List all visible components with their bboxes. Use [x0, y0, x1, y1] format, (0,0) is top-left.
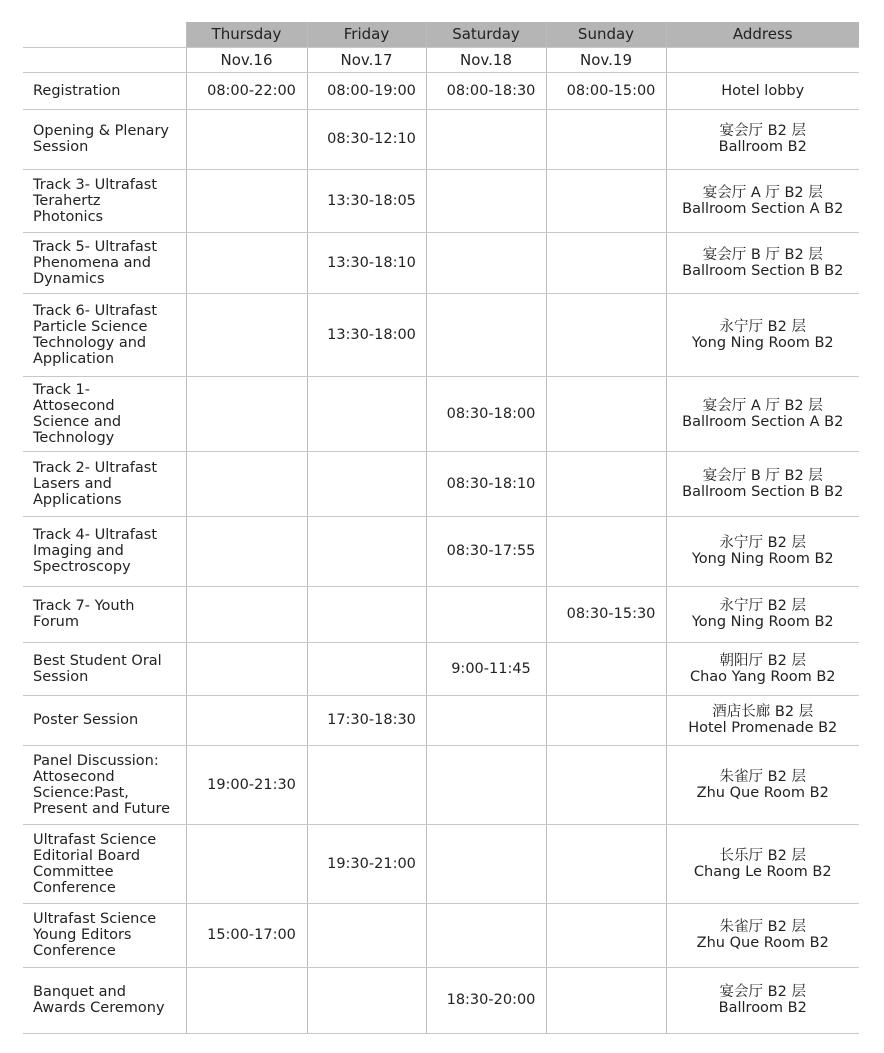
session-time	[546, 903, 666, 967]
address-chinese: 朱雀厅 B2 层	[719, 768, 806, 785]
address-cell	[666, 967, 859, 1033]
session-time	[186, 824, 307, 903]
session-time	[426, 745, 546, 824]
date-thursday: Nov.16	[186, 47, 307, 72]
session-time	[426, 232, 546, 293]
schedule-row	[23, 967, 859, 1033]
address-chinese: 宴会厅 A 厅 B2 层	[702, 184, 823, 201]
address-cell	[666, 642, 859, 695]
address-chinese: 宴会厅 B 厅 B2 层	[702, 246, 823, 263]
session-time: 17:30-18:30	[307, 695, 426, 745]
dates-corner	[23, 47, 186, 72]
session-time: 08:30-12:10	[307, 109, 426, 169]
schedule-row	[23, 695, 859, 745]
header-address: Address	[666, 22, 859, 47]
session-time	[307, 903, 426, 967]
event-name: Track 2- Ultrafast Lasers and Applications	[23, 451, 186, 516]
address-english: Chang Le Room B2	[693, 863, 832, 880]
date-saturday: Nov.18	[426, 47, 546, 72]
session-time	[546, 695, 666, 745]
address-chinese: 酒店长廊 B2 层	[712, 704, 814, 720]
session-time	[307, 967, 426, 1033]
address-english: Chao Yang Room B2	[689, 668, 836, 685]
session-time	[426, 586, 546, 642]
session-time	[426, 169, 546, 232]
address-english: Ballroom Section B B2	[682, 262, 844, 279]
session-time	[307, 642, 426, 695]
session-time	[546, 109, 666, 169]
session-time	[186, 376, 307, 451]
address-chinese: 宴会厅 A 厅 B2 层	[702, 397, 823, 414]
session-time	[186, 451, 307, 516]
session-time: 13:30-18:00	[307, 293, 426, 376]
session-time: 08:00-15:00	[546, 72, 666, 109]
header-saturday: Saturday	[426, 22, 546, 47]
session-time	[186, 109, 307, 169]
event-name: Track 5- Ultrafast Phenomena and Dynamics	[23, 232, 186, 293]
session-time	[186, 232, 307, 293]
schedule-row	[23, 293, 859, 376]
session-time	[186, 967, 307, 1033]
address-cell	[666, 109, 859, 169]
session-time	[426, 903, 546, 967]
session-time: 13:30-18:10	[307, 232, 426, 293]
schedule-row	[23, 642, 859, 695]
session-time	[186, 586, 307, 642]
address-cell	[666, 824, 859, 903]
session-time: 08:00-19:00	[307, 72, 426, 109]
session-time	[186, 293, 307, 376]
session-time	[186, 695, 307, 745]
address-cell	[666, 695, 859, 745]
event-name: Best Student Oral Session	[23, 642, 186, 695]
address-cell	[666, 169, 859, 232]
session-time	[546, 967, 666, 1033]
address-english: Ballroom Section A B2	[682, 413, 844, 430]
schedule-row	[23, 232, 859, 293]
schedule-table	[23, 22, 859, 1034]
session-time	[546, 745, 666, 824]
header-thursday: Thursday	[186, 22, 307, 47]
dates-row	[23, 47, 859, 72]
session-time	[546, 169, 666, 232]
session-time	[307, 451, 426, 516]
address-english: Yong Ning Room B2	[691, 334, 834, 351]
session-time: 08:30-18:00	[426, 376, 546, 451]
header-friday: Friday	[307, 22, 426, 47]
session-time	[546, 293, 666, 376]
session-time	[186, 516, 307, 586]
address-chinese: 永宁厅 B2 层	[719, 318, 806, 335]
schedule-body	[23, 22, 859, 1033]
session-time	[546, 642, 666, 695]
address-cell	[666, 516, 859, 586]
address-chinese: 宴会厅 B 厅 B2 层	[702, 467, 823, 484]
session-time: 9:00-11:45	[426, 642, 546, 695]
session-time: 08:30-17:55	[426, 516, 546, 586]
schedule-row	[23, 109, 859, 169]
event-name: Track 4- Ultrafast Imaging and Spectroscopy	[23, 516, 186, 586]
address-cell	[666, 232, 859, 293]
session-time	[307, 376, 426, 451]
address-cell	[666, 376, 859, 451]
session-time	[546, 824, 666, 903]
address-english: Ballroom B2	[718, 1000, 807, 1016]
schedule-row	[23, 516, 859, 586]
header-corner	[23, 22, 186, 47]
address-english: Hotel lobby	[721, 82, 805, 99]
session-time	[307, 745, 426, 824]
address-cell	[666, 451, 859, 516]
address-english: Hotel Promenade B2	[688, 720, 838, 736]
session-time	[546, 451, 666, 516]
session-time	[186, 642, 307, 695]
session-time	[426, 695, 546, 745]
address-chinese: 朝阳厅 B2 层	[719, 652, 806, 669]
schedule-row	[23, 169, 859, 232]
event-name: Track 6- Ultrafast Particle Science Technology and Application	[23, 293, 186, 376]
event-name: Registration	[23, 72, 186, 109]
address-cell	[666, 293, 859, 376]
event-name: Track 1- Attosecond Science and Technology	[23, 376, 186, 451]
session-time: 08:00-22:00	[186, 72, 307, 109]
header-row	[23, 22, 859, 47]
address-english: Yong Ning Room B2	[691, 614, 834, 630]
address-chinese: 宴会厅 B2 层	[719, 123, 806, 139]
address-english: Zhu Que Room B2	[696, 935, 829, 951]
address-chinese: 朱雀厅 B2 层	[719, 919, 806, 935]
address-cell	[666, 72, 859, 109]
event-name: Ultrafast Science Young Editors Conference	[23, 903, 186, 967]
schedule-row	[23, 903, 859, 967]
address-chinese: 长乐厅 B2 层	[719, 847, 806, 864]
schedule-row	[23, 451, 859, 516]
session-time: 15:00-17:00	[186, 903, 307, 967]
schedule-row	[23, 745, 859, 824]
address-english: Zhu Que Room B2	[696, 784, 829, 801]
address-chinese: 永宁厅 B2 层	[719, 535, 806, 551]
address-cell	[666, 745, 859, 824]
session-time: 19:00-21:30	[186, 745, 307, 824]
session-time	[426, 293, 546, 376]
date-friday: Nov.17	[307, 47, 426, 72]
address-cell	[666, 903, 859, 967]
event-name: Track 7- Youth Forum	[23, 586, 186, 642]
session-time: 08:00-18:30	[426, 72, 546, 109]
session-time: 08:30-18:10	[426, 451, 546, 516]
session-time	[546, 232, 666, 293]
schedule-row	[23, 586, 859, 642]
session-time: 08:30-15:30	[546, 586, 666, 642]
event-name: Opening & Plenary Session	[23, 109, 186, 169]
session-time	[307, 586, 426, 642]
address-cell	[666, 586, 859, 642]
address-chinese: 永宁厅 B2 层	[719, 598, 806, 614]
event-name: Ultrafast Science Editorial Board Committee Conference	[23, 824, 186, 903]
address-english: Yong Ning Room B2	[691, 551, 834, 567]
header-sunday: Sunday	[546, 22, 666, 47]
address-english: Ballroom B2	[718, 139, 807, 155]
schedule-row	[23, 824, 859, 903]
date-sunday: Nov.19	[546, 47, 666, 72]
address-english: Ballroom Section B B2	[682, 483, 844, 500]
event-name: Panel Discussion: Attosecond Science:Past, Present and Future	[23, 745, 186, 824]
event-name: Track 3- Ultrafast Terahertz Photonics	[23, 169, 186, 232]
session-time: 13:30-18:05	[307, 169, 426, 232]
address-english: Ballroom Section A B2	[682, 200, 844, 217]
session-time: 19:30-21:00	[307, 824, 426, 903]
session-time	[186, 169, 307, 232]
session-time	[307, 516, 426, 586]
session-time	[546, 376, 666, 451]
address-chinese: 宴会厅 B2 层	[719, 984, 806, 1000]
event-name: Banquet and Awards Ceremony	[23, 967, 186, 1033]
session-time	[426, 109, 546, 169]
date-address	[666, 47, 859, 72]
schedule-row	[23, 72, 859, 109]
event-name: Poster Session	[23, 695, 186, 745]
session-time	[546, 516, 666, 586]
session-time	[426, 824, 546, 903]
schedule-row	[23, 376, 859, 451]
session-time: 18:30-20:00	[426, 967, 546, 1033]
